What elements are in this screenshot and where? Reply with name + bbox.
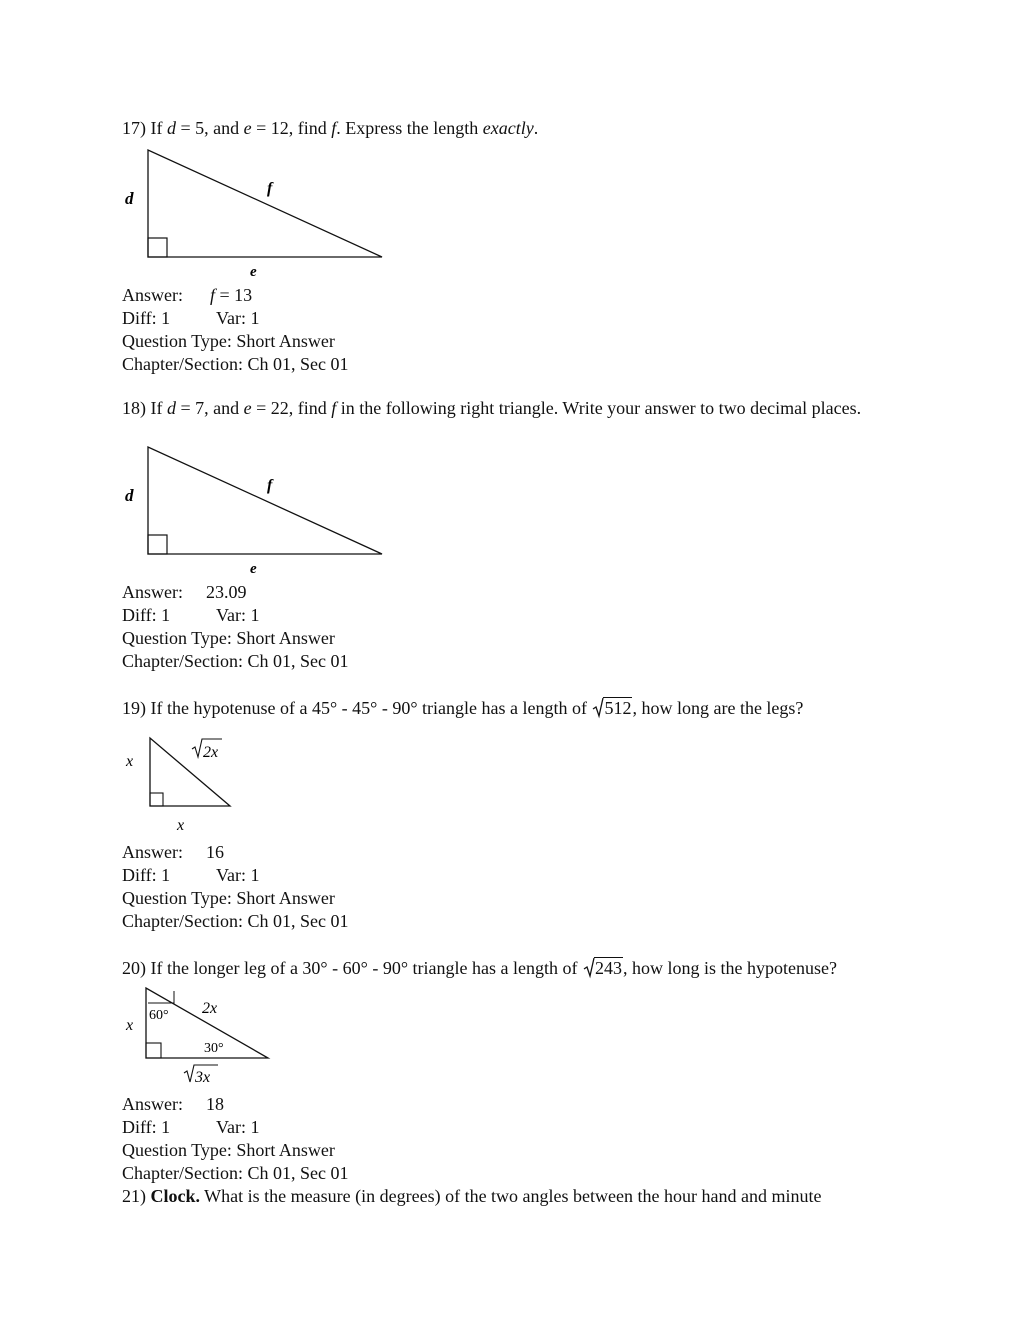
q19-answer: Answer: 16 [122, 842, 224, 862]
radical-sign-icon [584, 958, 594, 978]
q20-question-type: Question Type: Short Answer [122, 1140, 335, 1160]
hypotenuse-label-f: f [267, 180, 273, 197]
q21-prompt: 21) Clock. What is the measure (in degrees) of the two angles between the hour hand and minute [122, 1186, 822, 1206]
q19-triangle-figure [120, 735, 280, 845]
right-angle-marker [146, 1043, 161, 1058]
q19-question-type: Question Type: Short Answer [122, 888, 335, 908]
angle-label-30: 30° [204, 1041, 224, 1056]
radical: 243 [582, 957, 623, 979]
q18-chapter-section: Chapter/Section: Ch 01, Sec 01 [122, 651, 349, 671]
q17-triangle-figure [115, 145, 395, 285]
leg-label-d: d [125, 189, 134, 208]
q19-diff-var: Diff: 1 Var: 1 [122, 865, 260, 885]
q17-question-type: Question Type: Short Answer [122, 331, 335, 351]
q18-prompt: 18) If d = 7, and e = 22, find f in the following right triangle. Write your answer to two decimal places. [122, 398, 862, 418]
q17-prompt: 17) If d = 5, and e = 12, find f. Express the length exactly. [122, 118, 539, 138]
q20-triangle-figure [120, 985, 290, 1090]
leg-label-bottom: 3x [195, 1069, 211, 1086]
q20-diff-var: Diff: 1 Var: 1 [122, 1117, 260, 1137]
q19-chapter-section: Chapter/Section: Ch 01, Sec 01 [122, 911, 349, 931]
q20-prompt: 20) If the longer leg of a 30° - 60° - 90° triangle has a length of 243, how long is the hypotenuse? [122, 958, 837, 978]
radical: 512 [591, 697, 632, 719]
q18-answer: Answer: 23.09 [122, 582, 247, 602]
leg-label-left: x [126, 1017, 134, 1034]
right-angle-marker [148, 535, 167, 554]
leg-label-e: e [250, 561, 257, 577]
angle-label-60: 60° [149, 1008, 169, 1023]
leg-label-bottom: x [177, 817, 185, 834]
radical-sign-icon [593, 698, 603, 718]
triangle-shape [148, 150, 382, 257]
leg-label-left: x [126, 753, 134, 770]
q17-diff-var: Diff: 1 Var: 1 [122, 308, 260, 328]
q18-triangle-figure [115, 442, 395, 582]
hypotenuse-label: 2x [203, 744, 219, 761]
q17-chapter-section: Chapter/Section: Ch 01, Sec 01 [122, 354, 349, 374]
q20-chapter-section: Chapter/Section: Ch 01, Sec 01 [122, 1163, 349, 1183]
hypotenuse-label: 2x [202, 1000, 218, 1017]
right-angle-marker [148, 238, 167, 257]
q18-diff-var: Diff: 1 Var: 1 [122, 605, 260, 625]
q17-answer: Answer: f = 13 [122, 285, 253, 305]
q20-answer: Answer: 18 [122, 1094, 224, 1114]
hypotenuse-label-f: f [267, 477, 273, 494]
right-angle-marker [150, 793, 163, 806]
q19-prompt: 19) If the hypotenuse of a 45° - 45° - 90° triangle has a length of 512, how long are the legs? [122, 698, 804, 718]
leg-label-d: d [125, 486, 134, 505]
leg-label-e: e [250, 264, 257, 280]
q18-question-type: Question Type: Short Answer [122, 628, 335, 648]
triangle-shape [148, 447, 382, 554]
